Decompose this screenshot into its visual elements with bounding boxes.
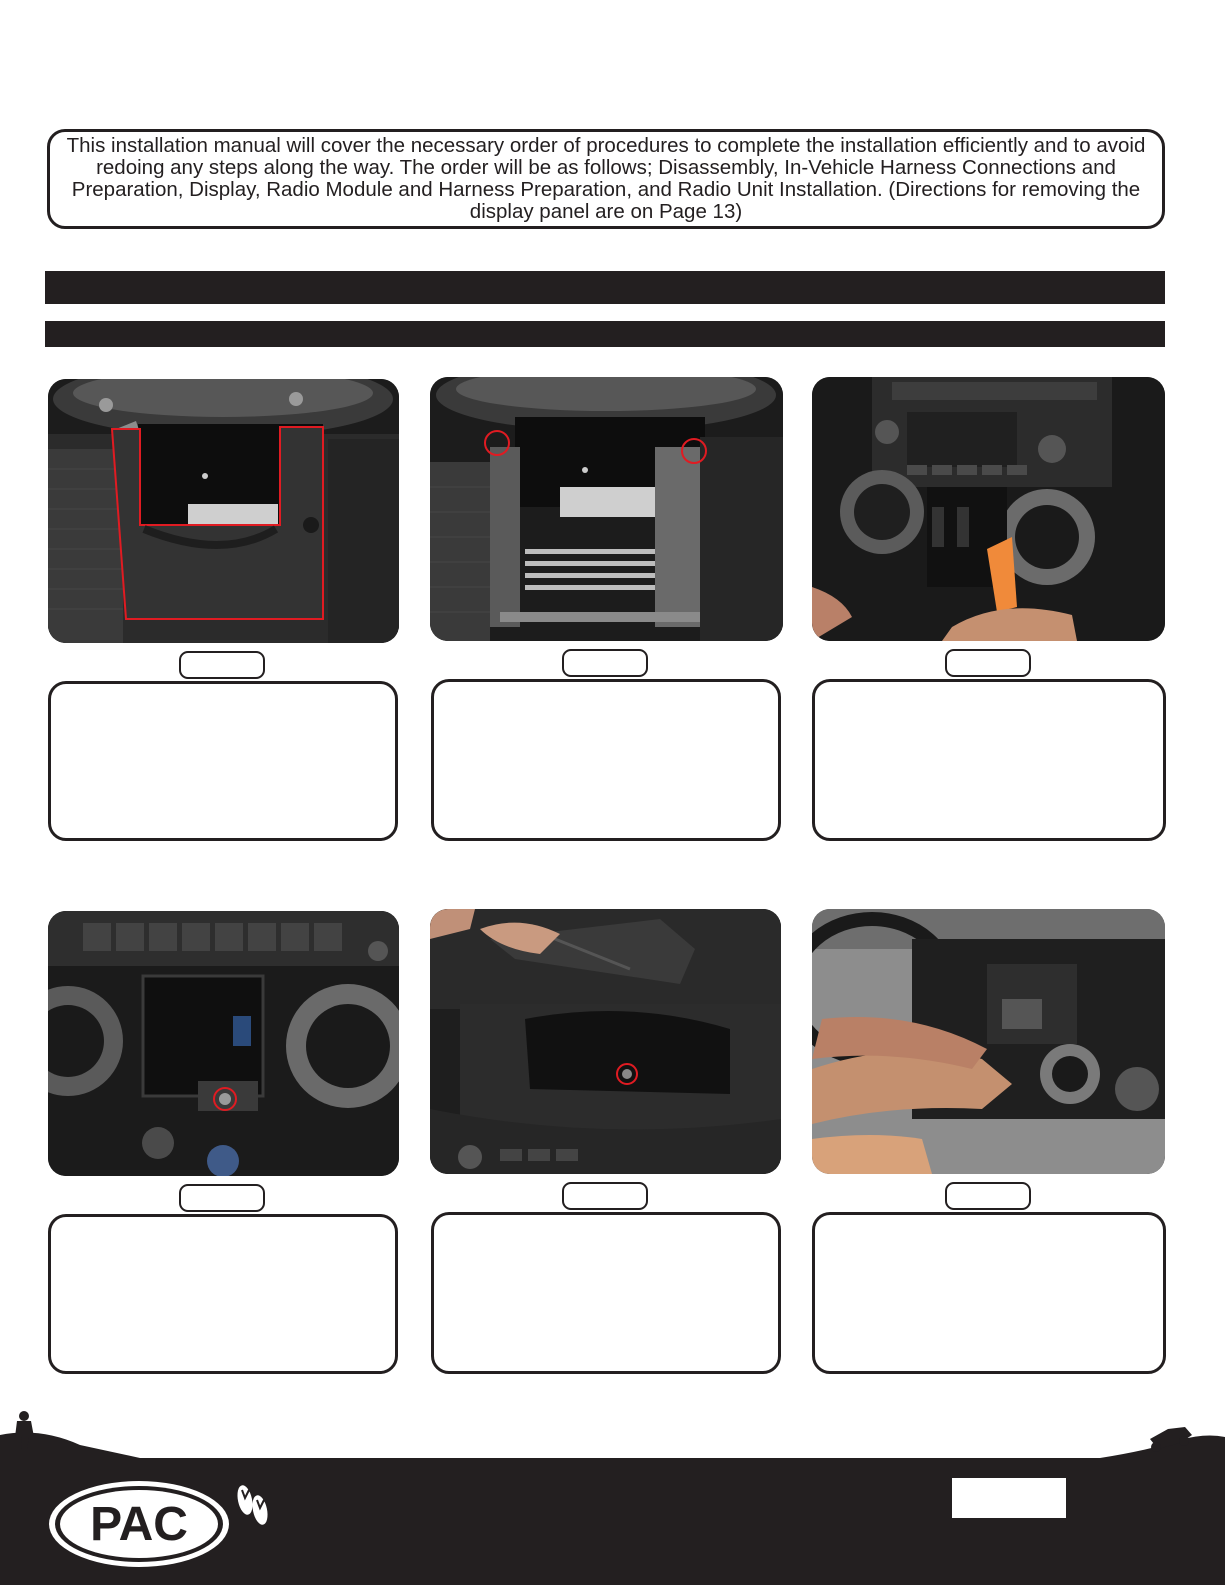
- step-4-label-tab: [179, 1184, 265, 1212]
- flip-flops-icon: [232, 1480, 272, 1530]
- step-1-caption-box: [48, 681, 398, 841]
- step-3-photo: [812, 377, 1165, 641]
- step-5-caption-box: [431, 1212, 781, 1374]
- step-2-photo: [430, 377, 783, 641]
- step-6-label-tab: [945, 1182, 1031, 1210]
- step-3-caption-box: [812, 679, 1166, 841]
- pry-tool-on-switch-bezel-photo: [812, 377, 1165, 641]
- step-2-caption-box: [431, 679, 781, 841]
- step-3-label-tab: [945, 649, 1031, 677]
- top-tray-lifted-screw-circled-photo: [430, 909, 781, 1174]
- intro-text: This installation manual will cover the necessary order of procedures to complete the installation efficiently and to avoid redoing any steps along the way. The order will be as follows; Disassembly, In-Vehicle Harness Connections and Preparation, Display, Radio Module and Harness Preparation, and Radio Unit Installation. (Directions for removing the display panel are on Page 13): [66, 134, 1146, 223]
- svg-text:PAC: PAC: [90, 1498, 188, 1551]
- panel-removed-screws-circled-photo: [430, 377, 783, 641]
- intro-box: [47, 129, 1165, 229]
- bolt-in-switch-cavity-photo: [48, 911, 399, 1176]
- step-5-photo: [430, 909, 781, 1174]
- step-2-label-tab: [562, 649, 648, 677]
- step-5-label-tab: [562, 1182, 648, 1210]
- lower-dash-panel-outlined-photo: [48, 379, 399, 643]
- subsection-header-bar: [45, 321, 1165, 347]
- pac-logo: [46, 1478, 232, 1570]
- page-number-box: [952, 1478, 1066, 1518]
- footer-terrain-silhouette: [0, 1405, 1225, 1465]
- step-6-photo: [812, 909, 1165, 1174]
- step-4-photo: [48, 911, 399, 1176]
- pulling-radio-bezel-photo: [812, 909, 1165, 1174]
- step-6-caption-box: [812, 1212, 1166, 1374]
- step-1-label-tab: [179, 651, 265, 679]
- step-1-photo: [48, 379, 399, 643]
- section-header-bar: [45, 271, 1165, 304]
- step-4-caption-box: [48, 1214, 398, 1374]
